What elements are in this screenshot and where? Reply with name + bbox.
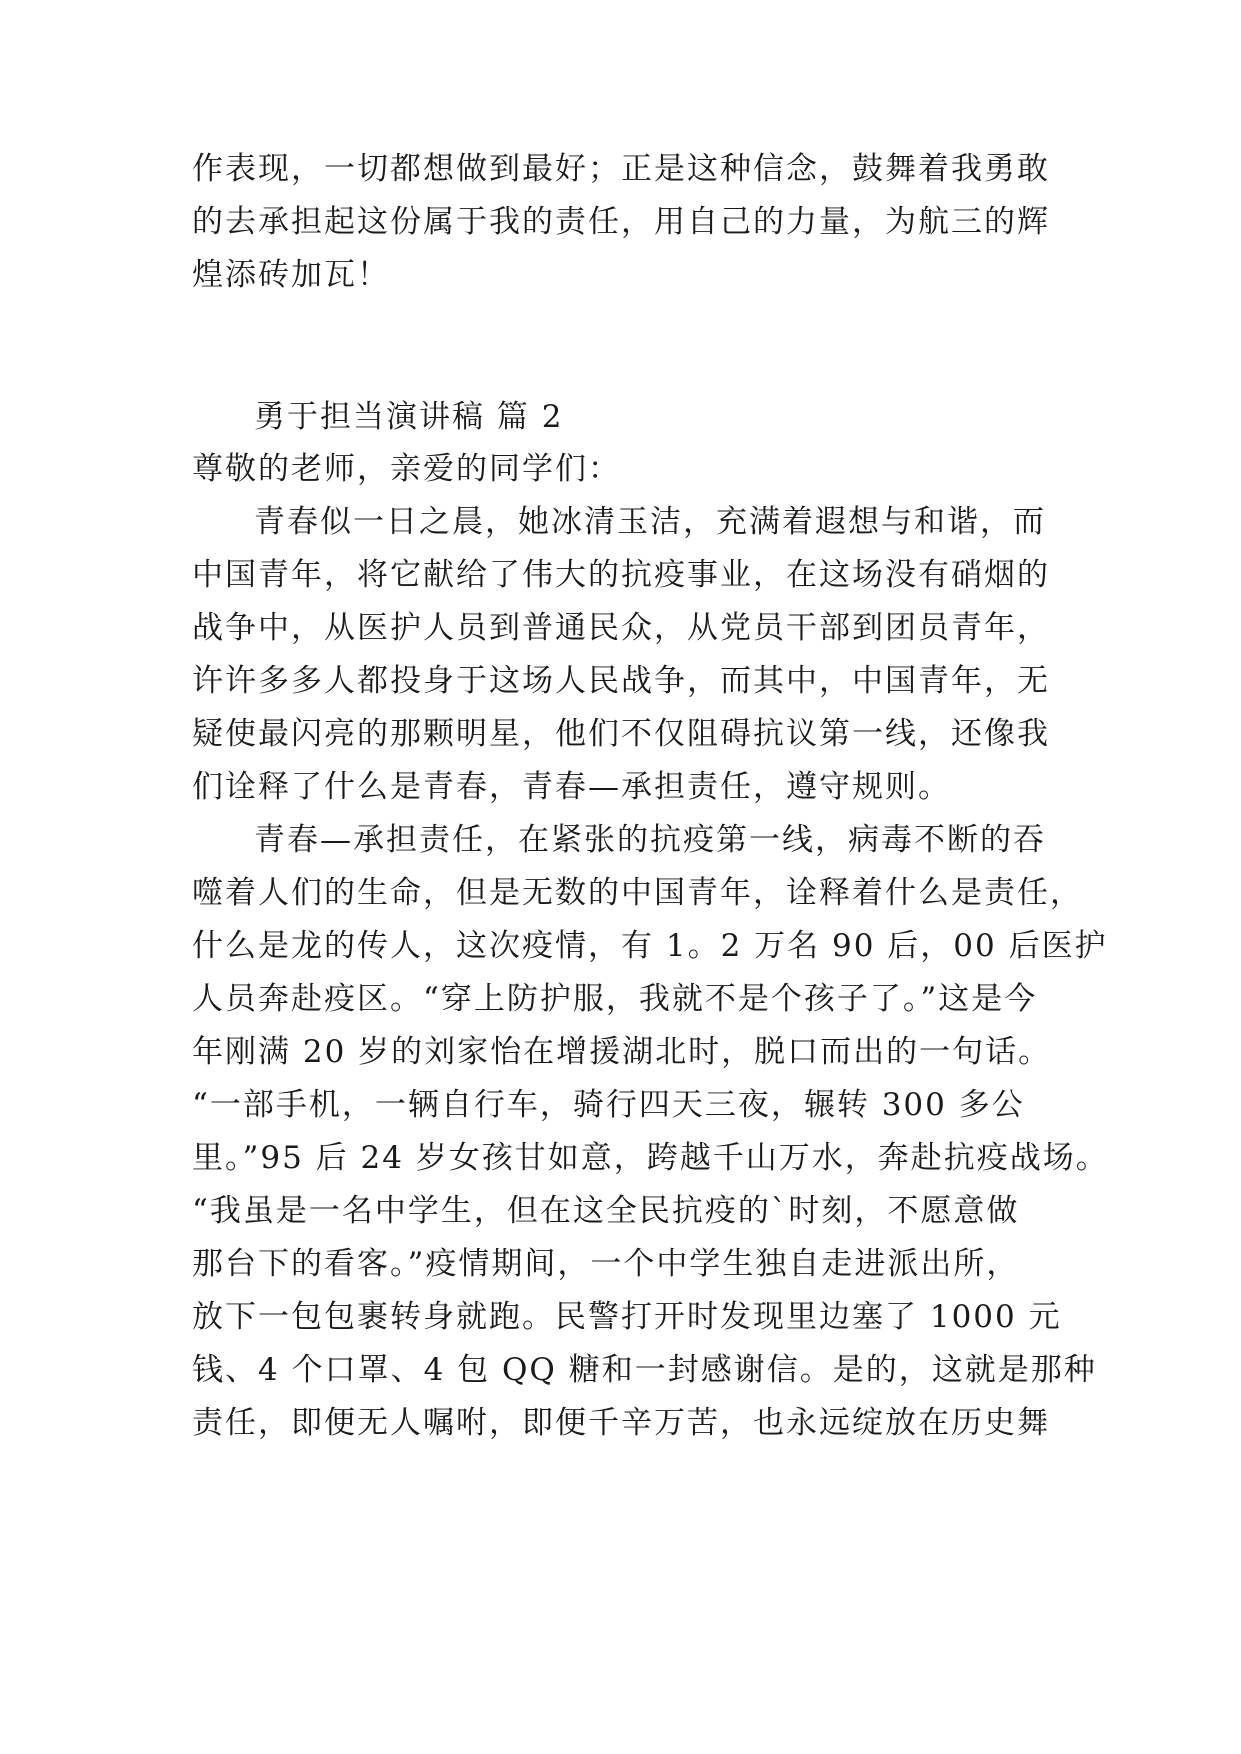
text-line: 许许多多人都投身于这场人民战争，而其中，中国青年，无 bbox=[192, 663, 1050, 699]
text-line: 放下一包包裹转身就跑。民警打开时发现里边塞了 1000 元 bbox=[192, 1299, 1062, 1335]
text-line: 年刚满 20 岁的刘家怡在增援湖北时，脱口而出的一句话。 bbox=[192, 1034, 1052, 1070]
text-line: 里。”95 后 24 岁女孩甘如意，跨越千山万水，奔赴抗疫战场。 bbox=[192, 1140, 1109, 1176]
section-title: 勇于担当演讲稿 篇 2 bbox=[254, 399, 564, 435]
text-line: 疑使最闪亮的那颗明星，他们不仅阻碍抗议第一线，还像我 bbox=[192, 716, 1050, 752]
paragraph-start: 青春—承担责任，在紧张的抗疫第一线，病毒不断的吞 bbox=[254, 822, 1046, 858]
text-line: 噬着人们的生命，但是无数的中国青年，诠释着什么是责任， bbox=[192, 875, 1083, 911]
text-line: 责任，即便无人嘱咐，即便千辛万苦，也永远绽放在历史舞 bbox=[192, 1405, 1050, 1441]
text-line: 的去承担起这份属于我的责任，用自己的力量，为航三的辉 bbox=[192, 204, 1050, 240]
text-line: 战争中，从医护人员到普通民众，从党员干部到团员青年， bbox=[192, 610, 1050, 646]
text-line: 什么是龙的传人，这次疫情，有 1。2 万名 90 后，00 后医护 bbox=[192, 928, 1108, 964]
text-line: 钱、4 个口罩、4 包 QQ 糖和一封感谢信。是的，这就是那种 bbox=[192, 1352, 1097, 1388]
text-line: 人员奔赴疫区。“穿上防护服，我就不是个孩子了。”这是今 bbox=[192, 981, 1038, 1017]
text-line: 们诠释了什么是青春，青春—承担责任，遵守规则。 bbox=[192, 769, 951, 805]
text-line: 煌添砖加瓦！ bbox=[192, 257, 390, 293]
text-line: 那台下的看客。”疫情期间，一个中学生独自走进派出所， bbox=[192, 1246, 1020, 1282]
text-line: 中国青年，将它献给了伟大的抗疫事业，在这场没有硝烟的 bbox=[192, 557, 1050, 593]
text-line: 作表现，一切都想做到最好；正是这种信念，鼓舞着我勇敢 bbox=[192, 151, 1050, 187]
text-line: “我虽是一名中学生，但在这全民抗疫的`时刻，不愿意做 bbox=[192, 1193, 1020, 1229]
text-line: “一部手机，一辆自行车，骑行四天三夜，辗转 300 多公 bbox=[192, 1087, 1025, 1123]
salutation: 尊敬的老师，亲爱的同学们： bbox=[192, 451, 621, 487]
paragraph-start: 青春似一日之晨，她冰清玉洁，充满着遐想与和谐，而 bbox=[254, 504, 1046, 540]
